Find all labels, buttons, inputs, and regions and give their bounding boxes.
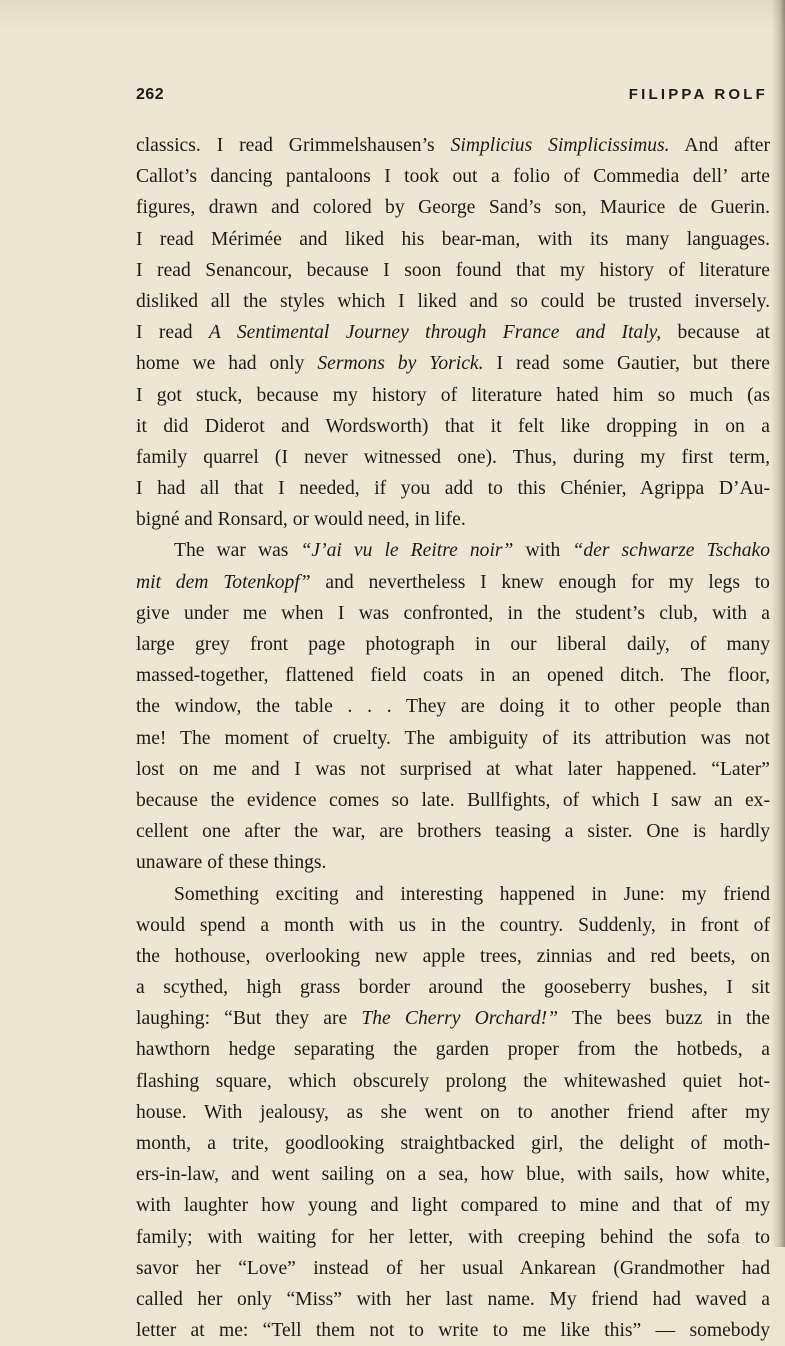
text-line [136,816,770,847]
text-run: because at [661,322,771,344]
text-line [136,567,770,598]
text-run: classics. I read Grimmelshausen’s [136,135,451,156]
text-line [136,879,770,910]
text-line [136,1315,770,1346]
text-run: home we had only [136,353,318,375]
italic-text: A Sentimental Journey through France and Italy, [208,322,662,344]
text-run: me! The moment of cruelty. The ambiguity of its attribution was not [136,727,770,749]
running-title: FILIPPA ROLF [628,86,768,103]
italic-text: “J’ai vu le Reitre noir” [300,540,514,562]
text-line [136,972,770,1003]
text-line [136,629,770,660]
text-run: would spend a month with us in the country. Suddenly, in front of [136,914,770,936]
text-run: massed-together, flattened field coats in an opened ditch. The floor, [136,665,770,687]
text-run: unaware of these things. [136,852,327,874]
italic-text: Simplicius Simplicissimus. [450,135,670,156]
text-line [136,691,770,722]
text-line [136,192,770,223]
text-run: The war was [174,540,301,562]
text-line [136,380,770,411]
text-run: called her only “Miss” with her last name. My friend had waved a [136,1288,770,1310]
text-run: it did Diderot and Wordsworth) that it felt like dropping in on a [136,415,770,437]
text-line [136,224,770,255]
text-run: cellent one after the war, are brothers teasing a sister. One is hardly [136,821,770,843]
text-line [136,1097,770,1128]
text-line [136,286,770,317]
text-run: give under me when I was confronted, in the student’s club, with a [136,602,770,624]
text-line [136,1222,770,1253]
text-line [136,1190,770,1221]
text-run: disliked all the styles which I liked and so could be trusted inversely. [136,290,770,312]
text-run: I read Senancour, because I soon found that my history of literature [136,259,770,281]
text-run: I had all that I needed, if you add to this Chénier, Agrippa D’Au- [136,478,770,500]
text-line [136,723,770,754]
text-line [136,411,770,442]
text-run: a scythed, high grass border around the gooseberry bushes, I sit [136,977,770,999]
text-run: hawthorn hedge separating the garden proper from the hotbeds, a [136,1039,770,1061]
text-run: laughing: “But they are [136,1008,362,1030]
text-run: I read Mérimée and liked his bear-man, with its many languages. [136,228,770,250]
text-run: family; with waiting for her letter, with creeping behind the sofa to [136,1226,770,1248]
italic-text: “der schwarze Tschako [572,540,770,562]
text-run: Something exciting and interesting happened in June: my friend [174,883,770,905]
text-line [136,317,770,348]
text-line [136,1003,770,1034]
text-line [136,504,770,535]
text-line [136,1159,770,1190]
text-line [136,473,770,504]
italic-text: The Cherry Orchard!” [361,1008,559,1030]
text-line [136,255,770,286]
running-head [136,86,768,110]
text-run: The bees buzz in the [558,1008,770,1030]
text-run: with [513,540,573,562]
italic-text: mit dem Totenkopf” [136,571,311,593]
text-line [136,1128,770,1159]
text-run: I read some Gautier, but there [483,353,770,375]
text-run: savor her “Love” instead of her usual Ankarean (Grandmother had [136,1257,770,1279]
text-run: figures, drawn and colored by George Sand’s son, Maurice de Guerin. [136,197,770,219]
text-line [136,1253,770,1284]
text-run: because the evidence comes so late. Bullfights, of which I saw an ex- [136,789,770,811]
text-line [136,1066,770,1097]
text-line [136,442,770,473]
page-edge-shadow [771,0,785,1247]
text-run: month, a trite, goodlooking straightbacked girl, the delight of moth- [136,1133,770,1154]
text-run: flashing square, which obscurely prolong the whitewashed quiet hot- [136,1070,770,1092]
text-line [136,130,770,161]
text-run: the hothouse, overlooking new apple trees, zinnias and red beets, on [136,945,770,967]
text-run: lost on me and I was not surprised at what later happened. “Later” [136,758,770,780]
text-line [136,910,770,941]
text-run: large grey front page photograph in our liberal daily, of many [136,634,770,655]
text-line [136,941,770,972]
text-line [136,754,770,785]
text-line [136,1034,770,1065]
text-line [136,348,770,379]
text-run: letter at me: “Tell them not to write to me like this” — somebody [136,1320,770,1342]
text-run: I read [136,322,209,344]
italic-text: Sermons by Yorick. [317,353,484,375]
text-run: and nevertheless I knew enough for my legs to [310,571,770,593]
text-line [136,785,770,816]
text-run: I got stuck, because my history of literature hated him so much (as [136,384,770,406]
text-line [136,598,770,629]
text-run: family quarrel (I never witnessed one). Thus, during my first term, [136,446,770,468]
text-run: the window, the table . . . They are doing it to other people than [136,696,770,718]
text-run: ers-in-law, and went sailing on a sea, how blue, with sails, how white, [136,1164,770,1186]
page-top-shadow [0,0,785,30]
body-text [136,130,770,1346]
text-line [136,660,770,691]
text-line [136,535,770,566]
text-line [136,161,770,192]
page-number: 262 [136,86,165,103]
text-run: bigné and Ronsard, or would need, in life. [136,509,466,531]
text-line [136,1284,770,1315]
text-run: Callot’s dancing pantaloons I took out a folio of Commedia dell’ arte [136,166,770,188]
text-run: house. With jealousy, as she went on to another friend after my [136,1101,770,1123]
text-line [136,847,770,878]
text-run: with laughter how young and light compared to mine and that of my [136,1195,770,1217]
text-run: And after [669,135,770,156]
